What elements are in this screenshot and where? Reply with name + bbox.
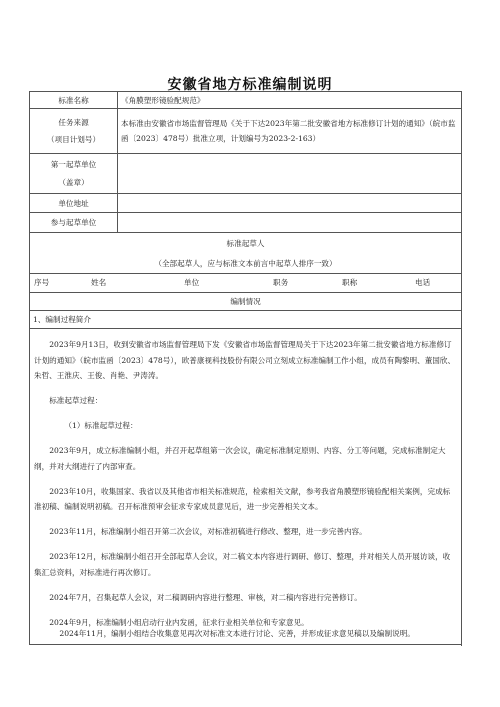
process-paragraph: 2023年10月，收集国家、我省以及其他省市相关标准规范，检索相关文献，参考我省角膜塑形镜验配相关案例，完成标准初稿、编制说明初稿。召开标准预审会征求专家成员意见后，进一步完善相关文本。 (34, 486, 451, 511)
drafters-heading-cell (30, 233, 462, 274)
col-unit: 单位 (184, 278, 200, 287)
row-first-drafter (30, 154, 462, 194)
first-drafter-value (118, 154, 462, 194)
std-name-label: 标准名称 (30, 92, 118, 109)
row-drafters-heading (30, 233, 462, 274)
process-paragraph: 2024年9月，标准编制小组启动行业内发函，征求行业相关单位和专家意见。 (49, 617, 309, 627)
drafters-heading: 标准起草人 (226, 238, 265, 248)
process-paragraph: 2023年9月13日，收到安徽省市场监督管理局下发《安徽省市场监督管理局关于下达2023年第二批安徽省地方标准修订计划的通知》（皖市监函〔2023〕478号），欧普康视科技股份有限公司立刻成立标准编制工作小组，成员有陶黎明、董国欣、朱哲、王淮庆、王俊、肖艳、尹涛涛。 (34, 340, 456, 380)
row-standard-name (30, 92, 462, 109)
task-source-label-line1: 任务来源 (58, 118, 89, 127)
drafters-columns (30, 274, 461, 292)
participants-label: 参与起草单位 (30, 213, 118, 233)
col-phone: 电话 (415, 278, 431, 287)
address-value (118, 194, 462, 213)
process-narrative (30, 329, 462, 645)
process-paragraph: 2023年12月，标准编制小组召开全部起草人会议，对二稿文本内容进行调研、修订、整理，并对相关人员开展访谈，收集汇总资料，对标准进行再次修订。 (34, 552, 451, 577)
drafters-columns-cell (30, 274, 462, 293)
task-source-label (30, 109, 118, 154)
table-edge-line (461, 640, 462, 646)
process-paragraph: 2023年9月，成立标准编制小组，并召开起草组第一次会议，确定标准制定原则、内容、分工等问题，完成标准制定大纲，并对大纲进行了内部审查。 (34, 446, 446, 471)
standard-info-table (29, 91, 462, 645)
process-paragraph: 2023年11月，标准编制小组召开第二次会议，对标准初稿进行修改、整理，进一步完善内容。 (49, 527, 367, 536)
col-name: 姓名 (91, 278, 107, 287)
task-source-label-line2: （项目计划号） (46, 135, 101, 144)
address-label: 单位地址 (30, 194, 118, 213)
process-paragraph: 2024年7月，召集起草人会议，对二稿调研内容进行整理、审核，对二稿内容进行完善修订。 (49, 592, 362, 602)
row-address (30, 194, 462, 213)
col-index: 序号 (34, 278, 50, 287)
task-source-value: 本标准由安徽省市场监督管理局《关于下达2023年第二批安徽省地方标准修订计划的通知》（皖市监函〔2023〕478号）批准立项，计划编号为2023-2-163） (118, 109, 462, 154)
row-task-source (30, 109, 462, 154)
row-process-heading (30, 293, 462, 311)
process-heading: 编制情况 (30, 293, 462, 311)
first-drafter-label (30, 154, 118, 194)
row-process-section (30, 311, 462, 329)
first-drafter-label-line2: （盖章） (58, 178, 89, 187)
row-process-narrative (30, 329, 462, 645)
std-name-value: 《角膜塑形镜验配规范》 (118, 92, 462, 109)
process-tail-paragraph: 2024年11月，编制小组结合收集意见再次对标准文本进行讨论、完善，并形成征求意见稿以及编制说明。 (59, 629, 415, 638)
col-position: 职务 (273, 278, 289, 287)
first-drafter-label-line1: 第一起草单位 (50, 160, 97, 169)
participants-value (118, 213, 462, 233)
col-title: 职称 (342, 278, 358, 287)
row-drafters-columns (30, 274, 462, 293)
drafters-subheading: （全部起草人，应与标准文本前言中起草人排序一致） (154, 258, 337, 268)
process-section-title: 1、编制过程简介 (30, 311, 462, 329)
process-paragraph: （1）标准起草过程： (64, 421, 138, 430)
row-participants (30, 213, 462, 233)
process-paragraph: 标准起草过程： (49, 396, 103, 405)
page-title: 安徽省地方标准编制说明 (167, 77, 333, 93)
